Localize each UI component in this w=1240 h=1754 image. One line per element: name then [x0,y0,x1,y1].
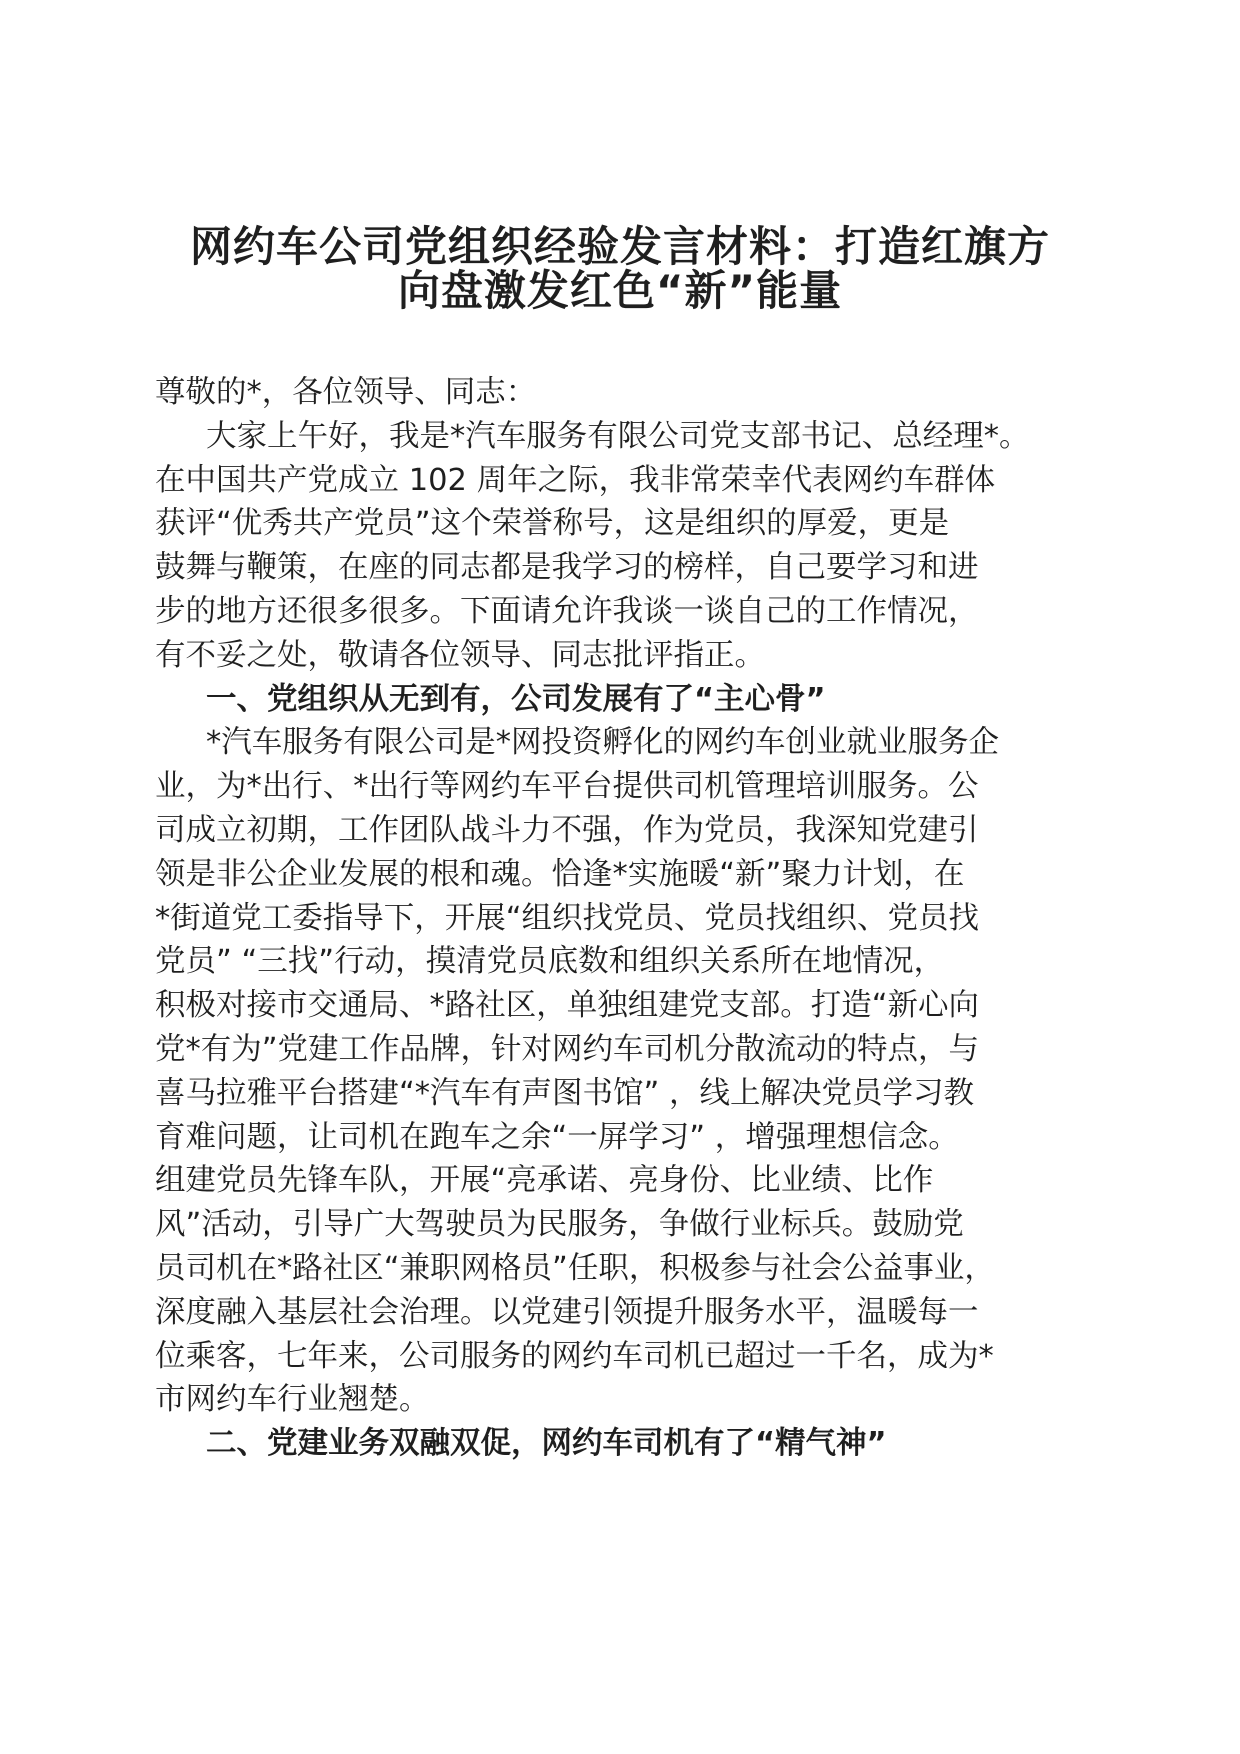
paragraph-line: 党*有为”党建工作品牌，针对网约车司机分散流动的特点，与 [155,1031,980,1067]
paragraph-line: 鼓舞与鞭策，在座的同志都是我学习的榜样，自己要学习和进 [155,550,979,586]
paragraph-line: 积极对接市交通局、*路社区，单独组建党支部。打造“新心向 [155,988,980,1024]
paragraph-line: *汽车服务有限公司是*网投资孵化的网约车创业就业服务企 [206,725,999,761]
paragraph-line: 深度融入基层社会治理。以党建引领提升服务水平，温暖每一 [155,1294,979,1330]
paragraph-line: 在中国共产党成立 102 周年之际，我非常荣幸代表网约车群体 [155,462,996,498]
paragraph-line: 领是非公企业发展的根和魂。恰逢*实施暖“新”聚力计划，在 [155,856,965,892]
paragraph-line: 市网约车行业翘楚。 [155,1382,430,1418]
paragraph-line: 有不妥之处，敬请各位领导、同志批评指正。 [155,637,765,673]
paragraph-line: 组建党员先锋车队，开展“亮承诺、亮身份、比业绩、比作 [155,1163,934,1199]
title-line: 向盘激发红色“新”能量 [397,265,843,315]
document-title [150,218,1090,315]
paragraph-line: 业，为*出行、*出行等网约车平台提供司机管理培训服务。公 [155,769,979,805]
paragraph-line: 步的地方还很多很多。下面请允许我谈一谈自己的工作情况， [155,593,979,629]
paragraph-line: 位乘客，七年来，公司服务的网约车司机已超过一千名，成为* [155,1338,994,1374]
paragraph-line: 员司机在*路社区“兼职网格员”任职，积极参与社会公益事业， [155,1250,995,1286]
paragraph-line: *街道党工委指导下，开展“组织找党员、党员找组织、党员找 [155,900,980,936]
paragraph-line: 育难问题，让司机在跑车之余“一屏学习” ，增强理想信念。 [155,1119,959,1155]
section-heading: 一、党组织从无到有，公司发展有了“主心骨” [206,681,826,717]
paragraph-line: 大家上午好，我是*汽车服务有限公司党支部书记、总经理*。 [206,418,1030,454]
section-heading: 二、党建业务双融双促，网约车司机有了“精气神” [206,1426,887,1462]
paragraph-line: 司成立初期，工作团队战斗力不强，作为党员，我深知党建引 [155,812,979,848]
document-body [155,371,1095,1466]
paragraph-line: 喜马拉雅平台搭建“*汽车有声图书馆” ，线上解决党员学习教 [155,1075,975,1111]
paragraph-line: 风”活动，引导广大驾驶员为民服务，争做行业标兵。鼓励党 [155,1207,964,1243]
paragraph-line: 党员” “三找”行动，摸清党员底数和组织关系所在地情况， [155,944,945,980]
paragraph-line: 尊敬的*，各位领导、同志： [155,375,537,410]
title-line: 网约车公司党组织经验发言材料：打造红旗方 [189,222,1050,271]
paragraph-line: 获评“优秀共产党员”这个荣誉称号，这是组织的厚爱，更是 [155,506,950,542]
